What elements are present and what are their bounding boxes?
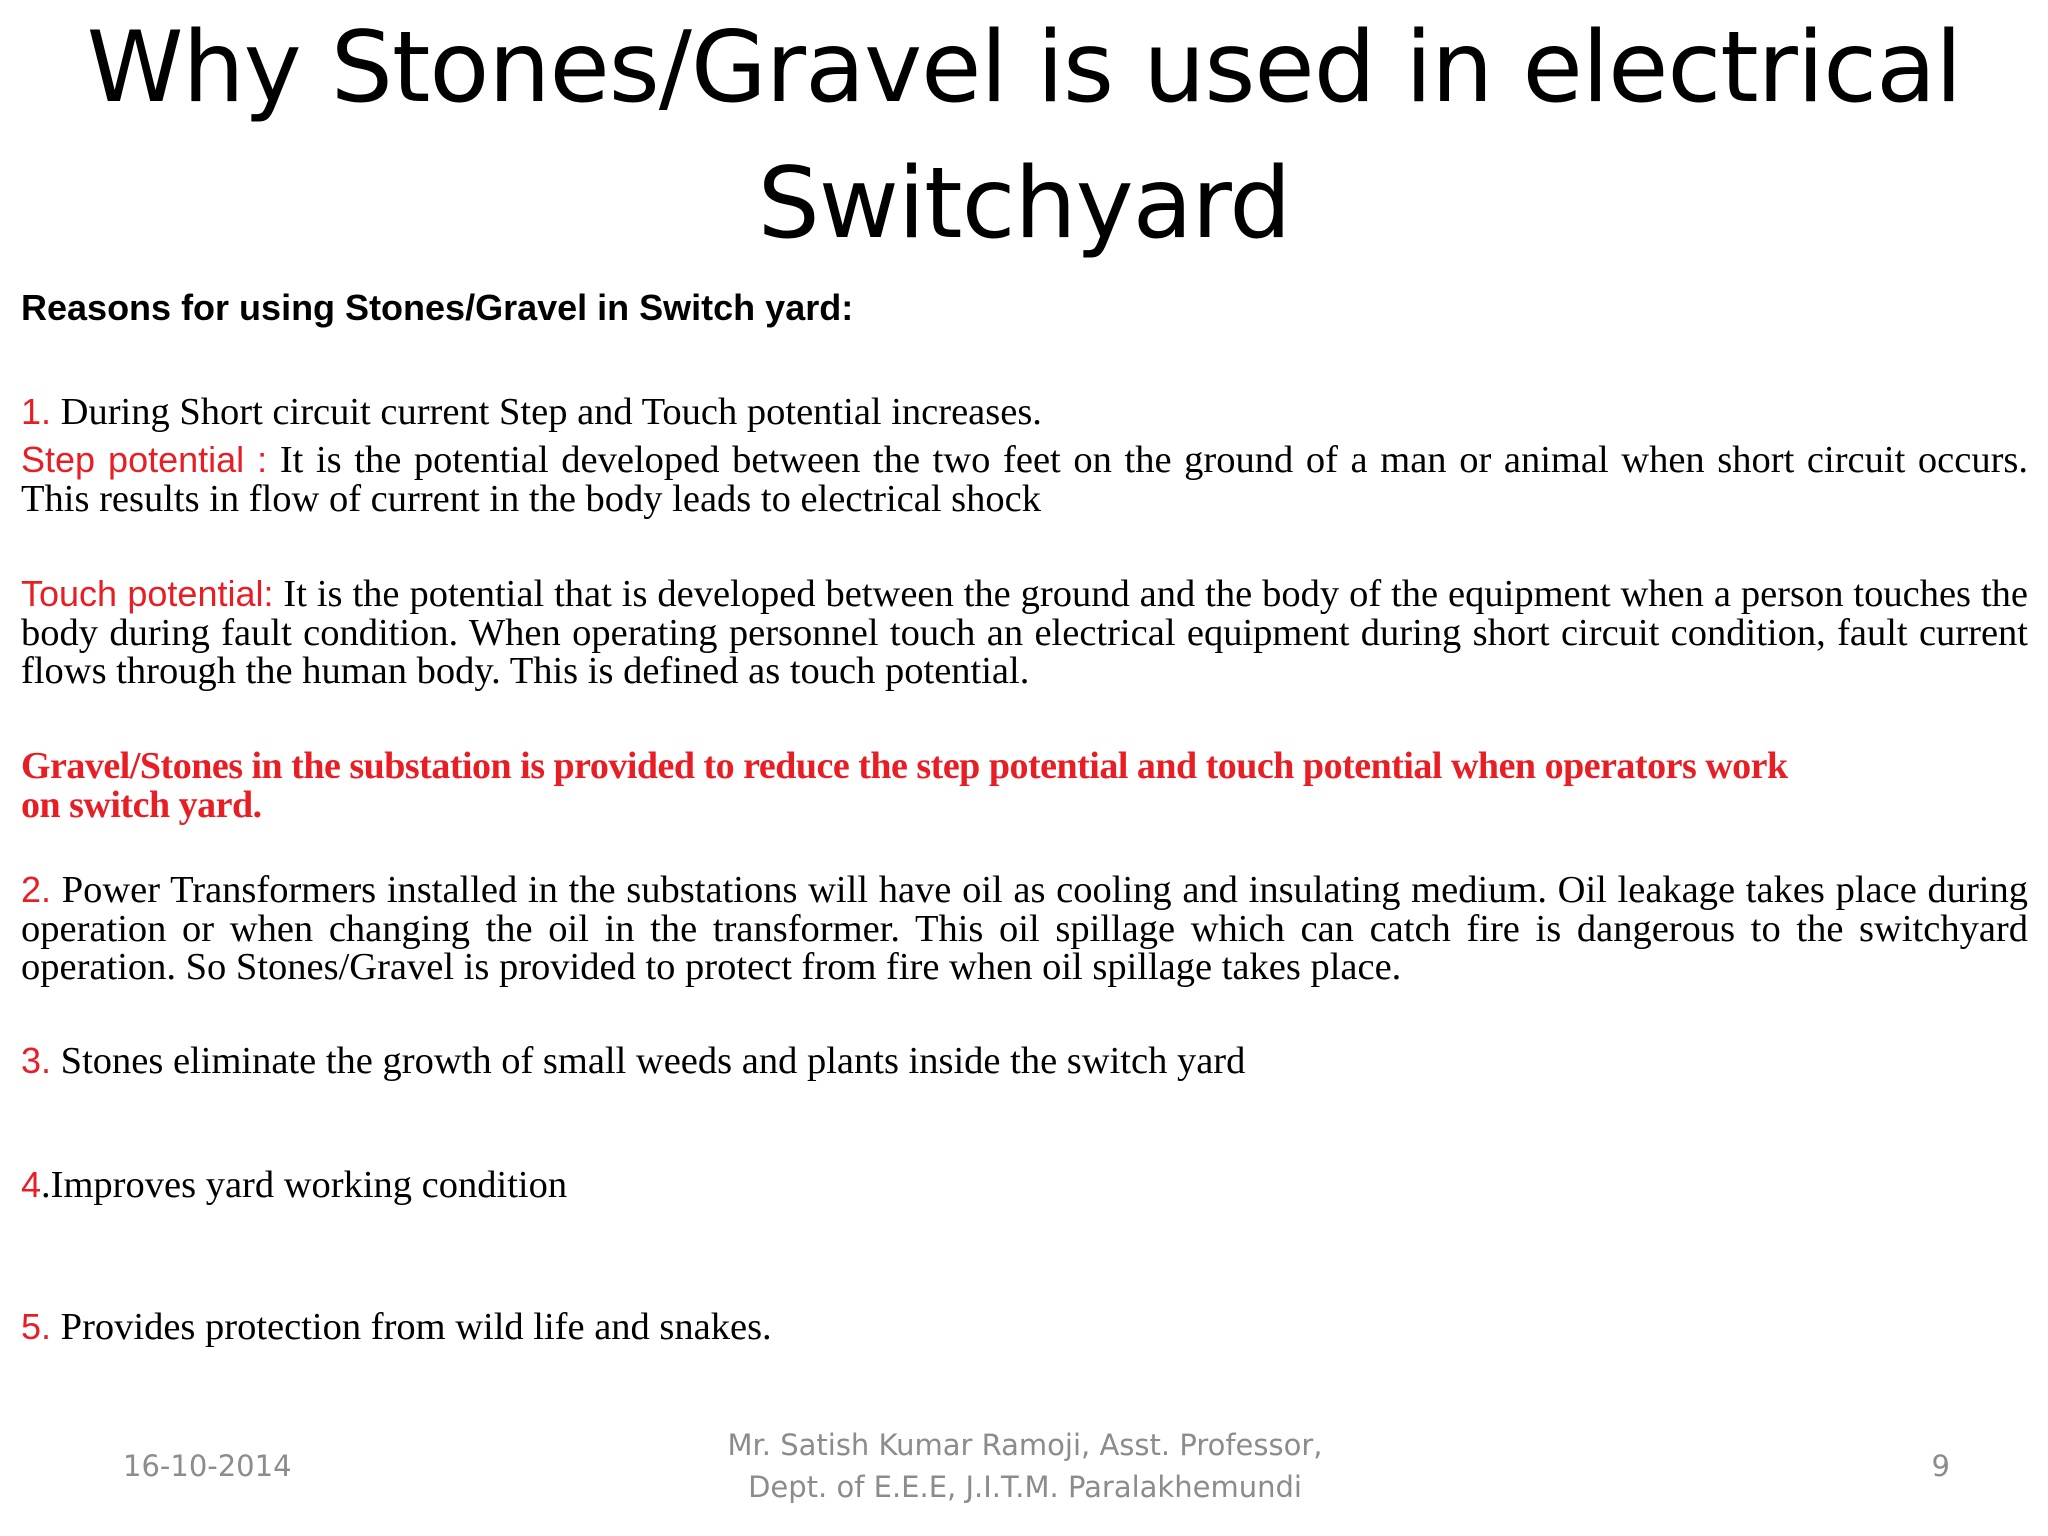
footer-author-line-1: Mr. Satish Kumar Ramoji, Asst. Professor, <box>727 1428 1323 1462</box>
gravel-statement-line-1: Gravel/Stones in the substation is provided to reduce the step potential and touch potential when operators work <box>21 745 1788 787</box>
point-1-text: During Short circuit current Step and Touch potential increases. <box>51 391 1042 433</box>
footer-author <box>660 1424 1390 1508</box>
point-2-text: Power Transformers installed in the substations will have oil as cooling and insulating medium. Oil leakage takes place during operation or when changing the oil in the transformer. This oil spillage which can catch fire is dangerous to the switchyard operation. So Stones/Gravel is provided to protect from fire when oil spillage takes place. <box>21 869 2028 988</box>
touch-potential-label: Touch potential: <box>21 573 274 614</box>
footer-author-line-2: Dept. of E.E.E, J.I.T.M. Paralakhemundi <box>748 1470 1302 1504</box>
section-heading: Reasons for using Stones/Gravel in Switch yard: <box>21 287 854 328</box>
touch-potential-text: It is the potential that is developed between the ground and the body of the equipment when a person touches the body during fault condition. When operating personnel touch an electrical equipment during short circuit condition, fault current flows through the human body. This is defined as touch potential. <box>21 573 2028 692</box>
gravel-statement <box>21 747 2028 824</box>
point-1 <box>21 393 2028 432</box>
point-4-text: .Improves yard working condition <box>41 1164 568 1206</box>
point-5-number: 5. <box>21 1306 52 1347</box>
step-potential-paragraph <box>21 441 2028 518</box>
page-number: 9 <box>1931 1449 1950 1483</box>
step-potential-label: Step potential : <box>21 439 268 480</box>
point-2 <box>21 871 2028 987</box>
step-potential-text: It is the potential developed between the two feet on the ground of a man or animal when short circuit occurs. This results in flow of current in the body leads to electrical shock <box>21 439 2028 520</box>
point-1-number: 1. <box>21 391 52 432</box>
slide-title <box>60 0 1988 272</box>
gravel-statement-line-2: on switch yard. <box>21 783 262 826</box>
point-5-text: Provides protection from wild life and snakes. <box>51 1306 772 1348</box>
point-3-number: 3. <box>21 1040 52 1081</box>
slide-title-line-1: Why Stones/Gravel is used in electrical <box>86 11 1962 125</box>
point-4 <box>21 1166 2028 1205</box>
slide-title-line-2: Switchyard <box>757 147 1291 261</box>
touch-potential-paragraph <box>21 575 2028 691</box>
point-2-number: 2. <box>21 869 52 910</box>
point-3 <box>21 1042 2028 1081</box>
footer-date: 16-10-2014 <box>123 1449 292 1483</box>
point-4-number: 4 <box>21 1164 42 1205</box>
point-3-text: Stones eliminate the growth of small weeds and plants inside the switch yard <box>51 1040 1246 1082</box>
point-5 <box>21 1308 2028 1347</box>
